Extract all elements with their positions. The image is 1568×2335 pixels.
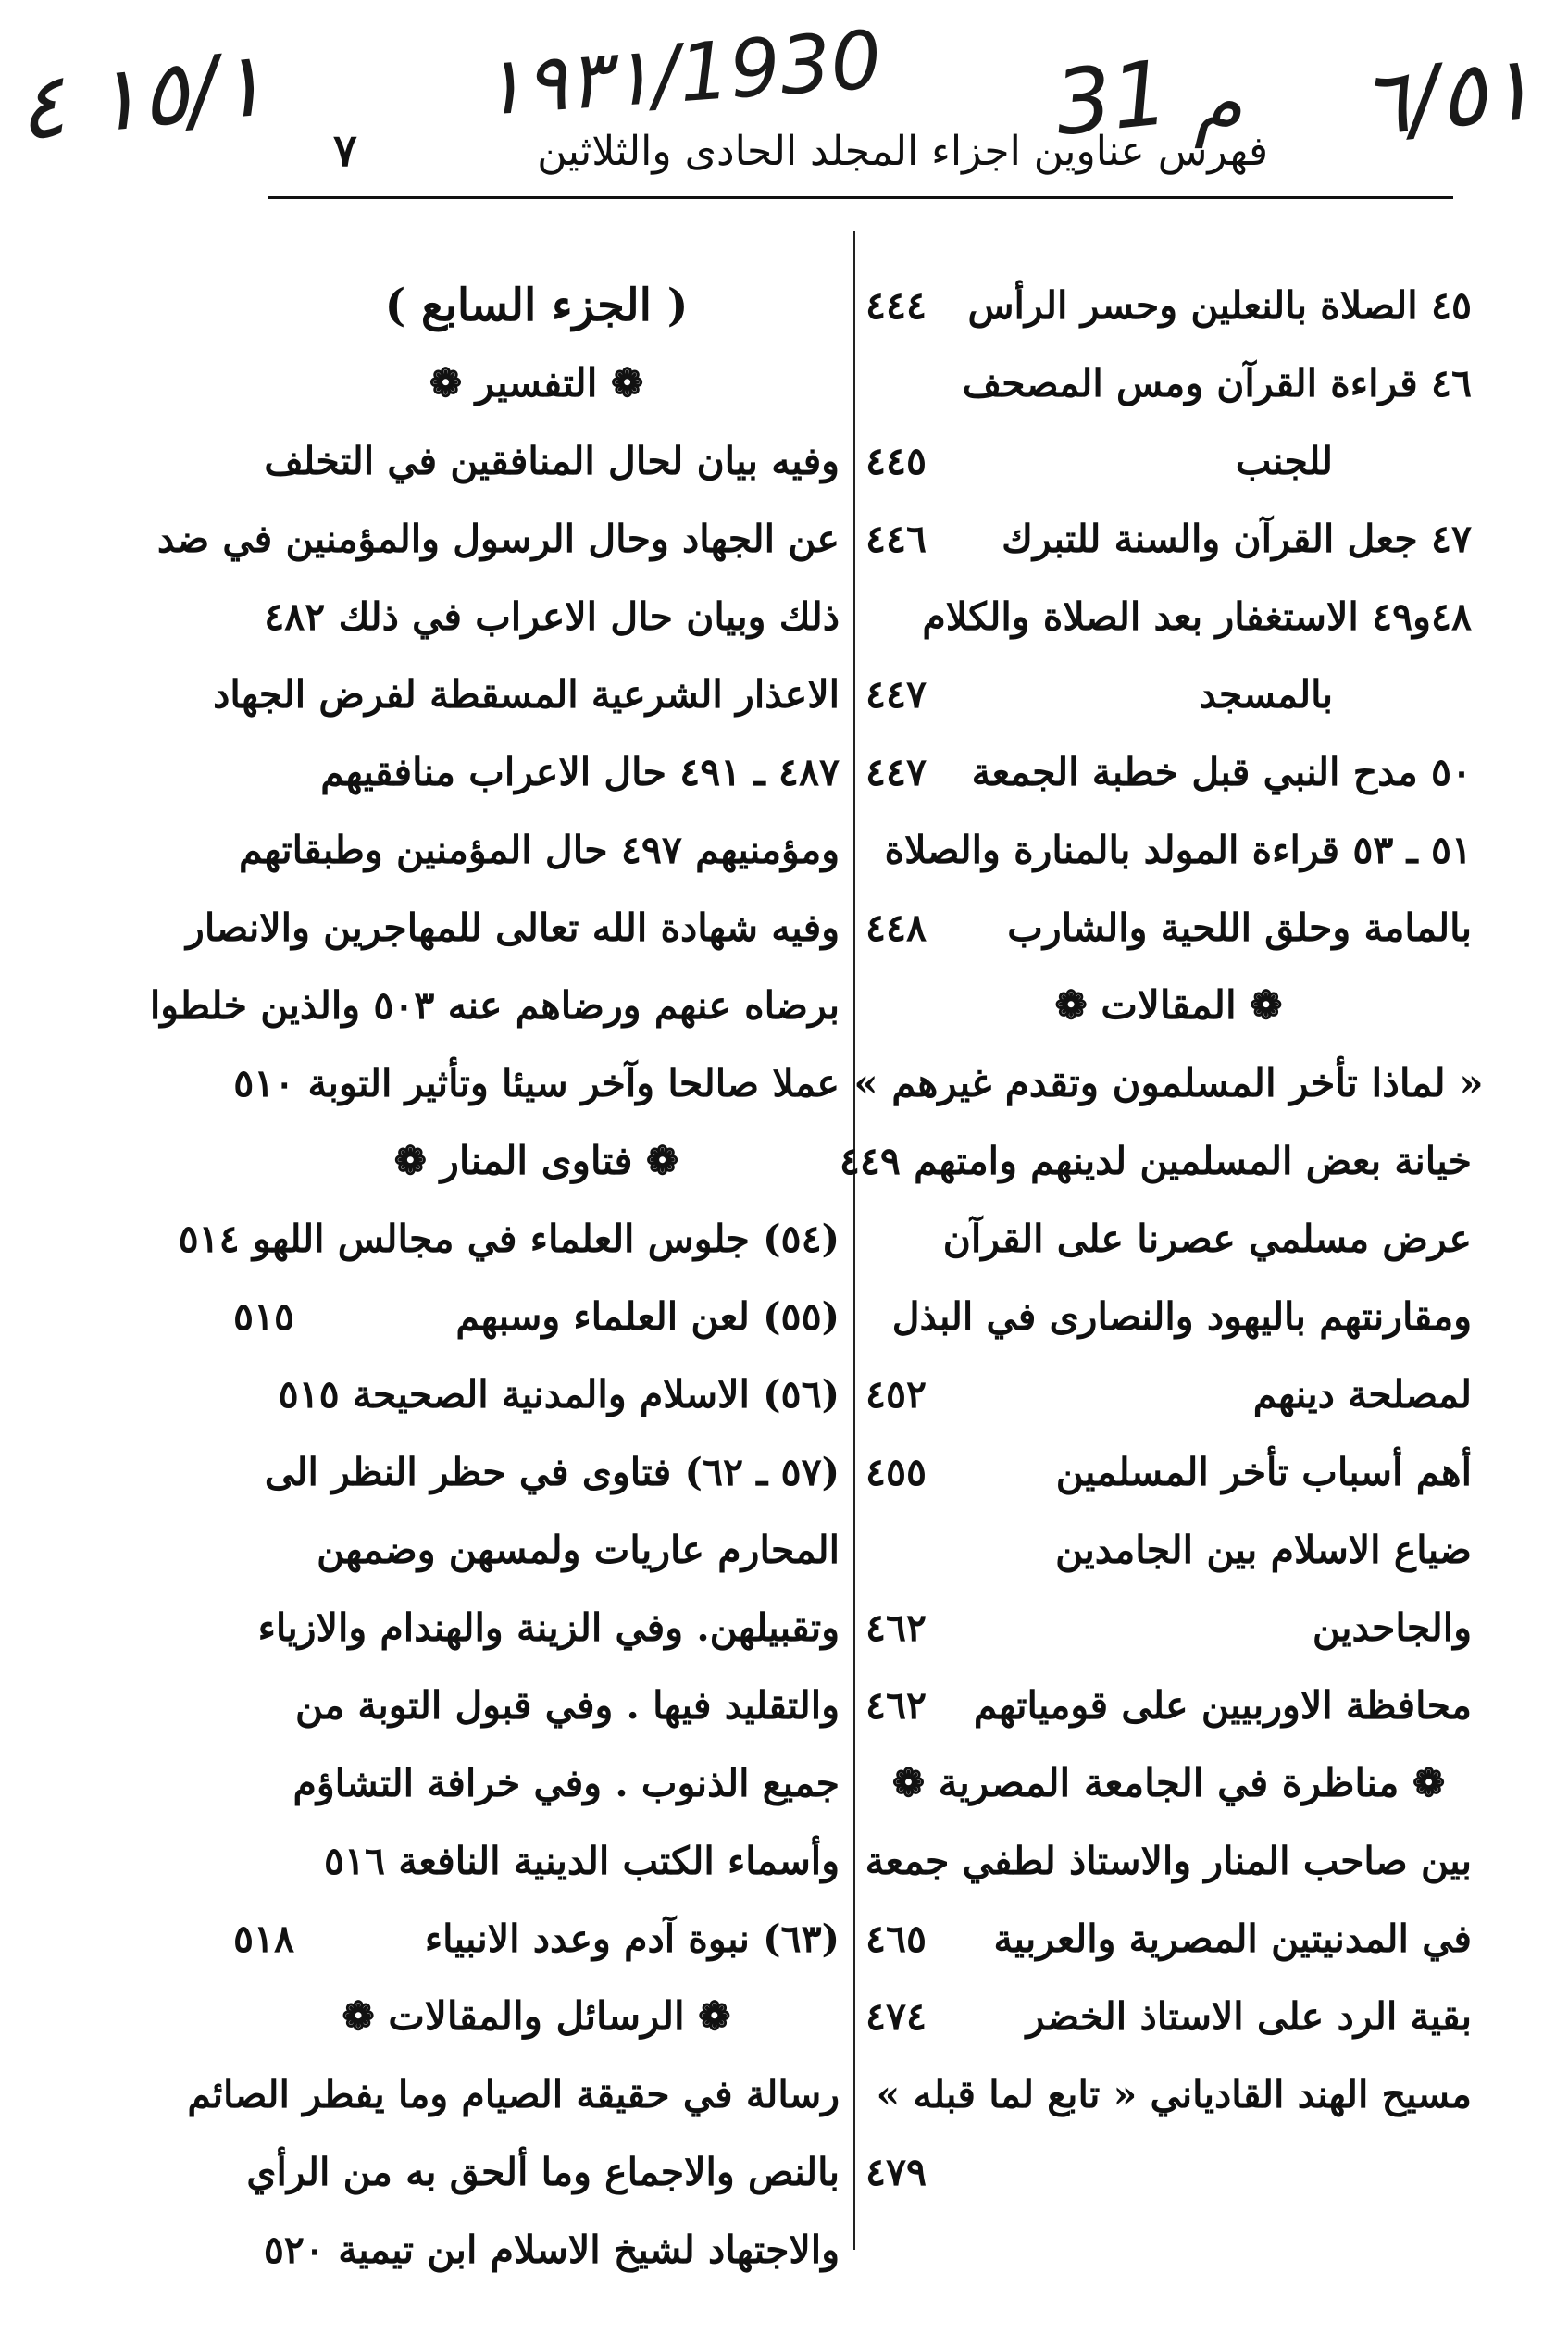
entry-page-number: ٤٧٤ (865, 1994, 927, 2039)
entry-text: ومقارنتهم باليهود والنصارى في البذل (891, 1294, 1472, 1339)
entry-page-number: ٤٤٤ (865, 283, 927, 328)
index-entry (865, 733, 1472, 811)
index-entry (865, 578, 1472, 656)
entry-text: المحارم عاريات ولمسهن وضمهن (317, 1528, 840, 1572)
entry-page-number: ٤٤٥ (865, 439, 927, 483)
entry-text: ٤٨و٤٩ الاستغفار بعد الصلاة والكلام (922, 594, 1472, 639)
entry-text: « لماذا تأخر المسلمون وتقدم غيرهم » (853, 1060, 1484, 1105)
entry-text: (٦٣) نبوة آدم وعدد الانبياء (424, 1917, 840, 1961)
entry-text: (٥٤) جلوس العلماء في مجالس اللهو ٥١٤ (178, 1217, 840, 1261)
index-entry (865, 1200, 1472, 1278)
entry-page-number: ٤٤٧ (865, 750, 927, 794)
index-entry (865, 656, 1472, 733)
entry-text: (٥٧ ـ ٦٢) فتاوى في حظر النظر الى (264, 1450, 840, 1494)
entry-page-number: ٥١٥ (233, 1294, 295, 1339)
index-entry (233, 1822, 840, 1900)
section-heading (853, 1044, 1484, 1122)
index-entry (865, 1822, 1472, 1900)
header-rule (268, 196, 1453, 199)
entry-text: وأسماء الكتب الدينية النافعة ٥١٦ (324, 1839, 840, 1883)
entry-text: ( الجزء السابع ) (384, 280, 689, 331)
entry-text: برضاه عنهم ورضاهم عنه ٥٠٣ والذين خلطوا (149, 983, 840, 1028)
entry-text: ٥٠ مدح النبي قبل خطبة الجمعة (971, 750, 1472, 794)
index-entry (149, 967, 840, 1044)
entry-text: بالنص والاجماع وما ألحق به من الرأي (246, 2150, 840, 2194)
entry-text: وفيه شهادة الله تعالى للمهاجرين والانصار (186, 905, 840, 950)
entry-page-number: ٤٤٧ (865, 672, 927, 717)
entry-text: ٤٥ الصلاة بالنعلين وحسر الرأس (967, 283, 1472, 328)
entry-page-number: ٤٦٢ (865, 1683, 927, 1728)
entry-text: ضياع الاسلام بين الجامدين (1055, 1528, 1472, 1572)
left-column (149, 267, 840, 2289)
index-entry (233, 1355, 840, 1433)
entry-text: والتقليد فيها . وفي قبول التوبة من (294, 1683, 840, 1728)
entry-text: (٥٥) لعن العلماء وسبهم (455, 1294, 840, 1339)
index-entry (865, 267, 1472, 344)
entry-page-number: ٤٥٥ (865, 1450, 927, 1494)
entry-text: والجاحدين (1312, 1605, 1472, 1650)
index-entry (839, 1122, 1472, 1200)
page-number: ٧ (333, 125, 357, 177)
handwritten-volume: 31 (1050, 40, 1174, 156)
index-entry (233, 1511, 840, 1589)
right-column (839, 267, 1484, 2211)
index-entry (156, 500, 840, 578)
entry-text: جميع الذنوب . وفي خرافة التشاؤم (292, 1761, 840, 1805)
page-header (333, 119, 1268, 183)
entry-text: عن الجهاد وحال الرسول والمؤمنين في ضد (156, 517, 840, 561)
entry-page-number: ٥١٨ (233, 1917, 295, 1961)
entry-text: أهم أسباب تأخر المسلمين (1055, 1450, 1472, 1494)
index-entry (233, 1589, 840, 1667)
index-entry (186, 889, 840, 967)
entry-text: وتقبيلهن. وفي الزينة والهندام والازياء (257, 1605, 840, 1650)
entry-text: وفيه بيان لحال المنافقين في التخلف (264, 439, 840, 483)
index-entry (233, 1744, 840, 1822)
handwritten-years: ١٩٣١/1930 (479, 14, 885, 134)
entry-text: خيانة بعض المسلمين لدينهم وامتهم ٤٤٩ (839, 1139, 1472, 1183)
index-entry (233, 811, 840, 889)
column-divider (853, 231, 855, 2250)
entry-text: عملا صالحا وآخر سيئا وتأثير التوبة ٥١٠ (233, 1061, 840, 1105)
index-entry (865, 2133, 1472, 2211)
index-entry (233, 1278, 840, 1355)
index-entry (213, 656, 840, 733)
index-entry (865, 1355, 1472, 1433)
entry-text: للجنب (1235, 439, 1333, 483)
section-heading (865, 1744, 1472, 1822)
section-heading (233, 344, 840, 422)
index-entry (865, 1278, 1472, 1355)
index-entry (233, 1433, 840, 1511)
entry-page-number: ٤٦٥ (865, 1917, 927, 1961)
index-entry (187, 2055, 840, 2133)
index-entry (865, 1511, 1472, 1589)
entry-text: ٤٦ قراءة القرآن ومس المصحف (962, 361, 1472, 406)
index-entry (865, 500, 1472, 578)
entry-text: ❁ فتاوى المنار ❁ (393, 1138, 679, 1183)
entry-text: رسالة في حقيقة الصيام وما يفطر الصائم (187, 2072, 840, 2116)
index-entry (865, 422, 1472, 500)
entry-text: بين صاحب المنار والاستاذ لطفي جمعة (865, 1839, 1472, 1883)
section-heading (233, 1122, 840, 1200)
entry-page-number: ٤٤٨ (865, 905, 927, 950)
entry-text: مسيح الهند القادياني « تابع لما قبله » (876, 2072, 1472, 2116)
entry-text: ومؤمنيهم ٤٩٧ حال المؤمنين وطبقاتهم (239, 828, 840, 872)
entry-text: لمصلحة دينهم (1252, 1372, 1472, 1417)
index-entry (865, 1589, 1472, 1667)
entry-text: ❁ مناظرة في الجامعة المصرية ❁ (891, 1760, 1446, 1805)
entry-page-number: ٤٥٢ (865, 1372, 927, 1417)
entry-text: ٤٨٧ ـ ٤٩١ حال الاعراب منافقيهم (320, 750, 840, 794)
section-heading (865, 967, 1472, 1044)
handwritten-mark: م (1194, 57, 1243, 148)
entry-text: عرض مسلمي عصرنا على القرآن (942, 1217, 1472, 1261)
section-heading (233, 1978, 840, 2055)
entry-text: بقية الرد على الاستاذ الخضر (1026, 1994, 1472, 2039)
entry-page-number: ٤٤٦ (865, 517, 927, 561)
entry-page-number: ٤٧٩ (865, 2150, 927, 2194)
index-entry (865, 1433, 1472, 1511)
handwritten-right-ref: ٦/٥١ (1355, 35, 1539, 157)
index-entry (865, 811, 1472, 889)
index-entry (233, 422, 840, 500)
entry-text: ٤٧ جعل القرآن والسنة للتبرك (1002, 517, 1472, 561)
index-entry (865, 1978, 1472, 2055)
handwritten-left-ref: ١٥/١ ٤ (11, 31, 271, 161)
index-entry (233, 578, 840, 656)
index-entry (233, 1900, 840, 1978)
entry-text: محافظة الاوربيين على قومياتهم (973, 1683, 1472, 1728)
index-entry (865, 889, 1472, 967)
entry-page-number: ٤٦٢ (865, 1605, 927, 1650)
index-entry (178, 1200, 840, 1278)
entry-text: ❁ الرسائل والمقالات ❁ (342, 1993, 731, 2039)
index-entry (233, 733, 840, 811)
index-entry (233, 2211, 840, 2289)
index-entry (233, 2133, 840, 2211)
entry-text: بالمسجد (1199, 672, 1333, 717)
entry-text: في المدنيتين المصرية والعربية (993, 1917, 1472, 1961)
entry-text: والاجتهاد لشيخ الاسلام ابن تيمية ٥٢٠ (263, 2228, 840, 2272)
entry-text: ذلك وبيان حال الاعراب في ذلك ٤٨٢ (264, 594, 840, 639)
index-entry (865, 1900, 1472, 1978)
part-title (233, 267, 840, 344)
page-title: فهرس عناوين اجزاء المجلد الحادى والثلاثين (537, 127, 1268, 175)
index-entry (865, 1667, 1472, 1744)
index-entry (865, 344, 1472, 422)
entry-text: بالمامة وحلق اللحية والشارب (1007, 905, 1472, 950)
index-entry (865, 2055, 1472, 2133)
entry-text: (٥٦) الاسلام والمدنية الصحيحة ٥١٥ (278, 1372, 840, 1417)
entry-text: ❁ المقالات ❁ (1054, 982, 1283, 1028)
entry-text: ❁ التفسير ❁ (429, 360, 644, 406)
index-entry (233, 1667, 840, 1744)
index-entry (233, 1044, 840, 1122)
entry-text: ٥١ ـ ٥٣ قراءة المولد بالمنارة والصلاة (884, 828, 1472, 872)
entry-text: الاعذار الشرعية المسقطة لفرض الجهاد (213, 672, 840, 717)
